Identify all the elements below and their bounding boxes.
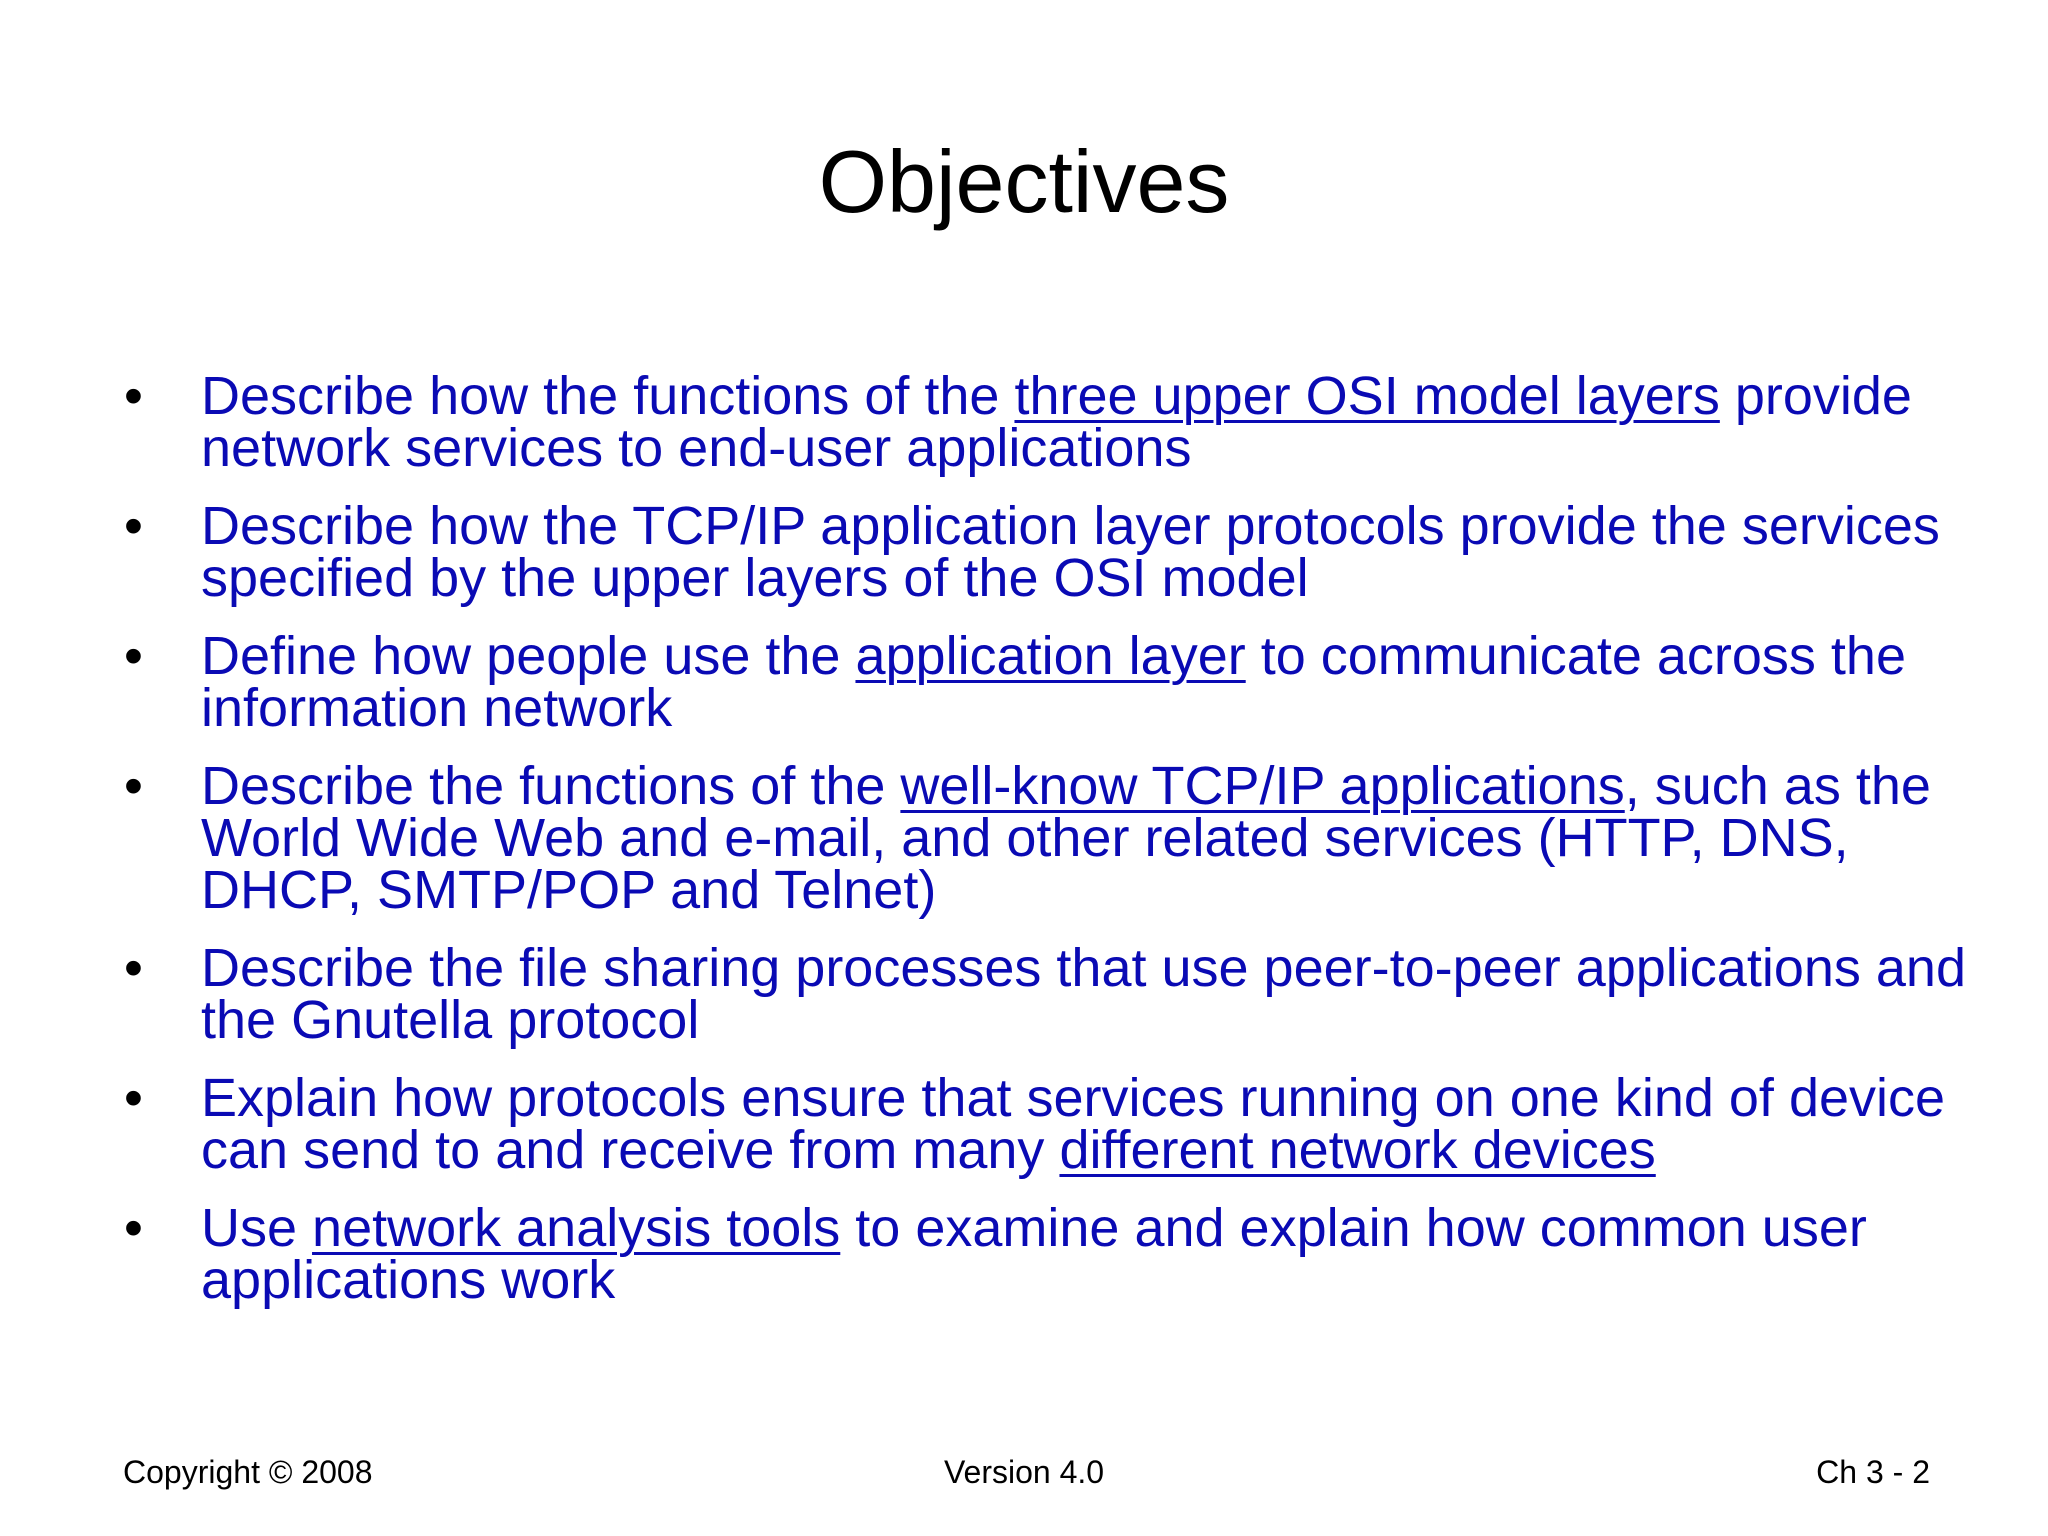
link-tcpip-applications[interactable]: well-know TCP/IP applications [900,756,1625,816]
bullet-icon: • [124,1068,143,1128]
footer-copyright: Copyright © 2008 [123,1454,373,1490]
objectives-list [0,366,2048,1332]
bullet-text: Describe how the functions of the [201,366,1015,426]
bullet-text: Describe how the TCP/IP application layer protocols provide the services specified by the upper layers of the OSI model [201,496,1940,608]
bullet-text: provide network services to end-user applications [201,366,1912,478]
link-application-layer[interactable]: application layer [855,626,1246,686]
bullet-text: to examine and explain how common user applications work [201,1198,1867,1310]
list-item [0,1198,2048,1310]
list-item [0,626,2048,738]
list-item [0,1068,2048,1180]
list-item [0,496,2048,608]
list-item [0,756,2048,920]
footer-page-number: Ch 3 - 2 [1816,1454,1930,1490]
list-item [0,366,2048,478]
bullet-text: Describe the functions of the [201,756,901,816]
bullet-icon: • [124,366,143,426]
bullet-icon: • [124,938,143,998]
link-osi-upper-layers[interactable]: three upper OSI model layers [1014,366,1720,426]
bullet-text: Explain how protocols ensure that services running on one kind of device can send to and receive from many [201,1068,1946,1180]
link-network-analysis-tools[interactable]: network analysis tools [312,1198,841,1258]
footer-version: Version 4.0 [943,1454,1105,1490]
bullet-text: Use [201,1198,313,1258]
bullet-text: Describe the file sharing processes that use peer-to-peer applications and the Gnutella protocol [201,938,1966,1050]
bullet-icon: • [124,1198,143,1258]
slide-title: Objectives [818,132,1230,231]
bullet-text: to communicate across the information network [201,626,1906,738]
bullet-icon: • [124,626,143,686]
bullet-text: Define how people use the [201,626,856,686]
list-item [0,938,2048,1050]
bullet-icon: • [124,496,143,556]
bullet-text: , such as the World Wide Web and e-mail, and other related services (HTTP, DNS, DHCP, SMTP/POP and Telnet) [201,756,1931,920]
bullet-icon: • [124,756,143,816]
link-different-network-devices[interactable]: different network devices [1059,1120,1656,1180]
